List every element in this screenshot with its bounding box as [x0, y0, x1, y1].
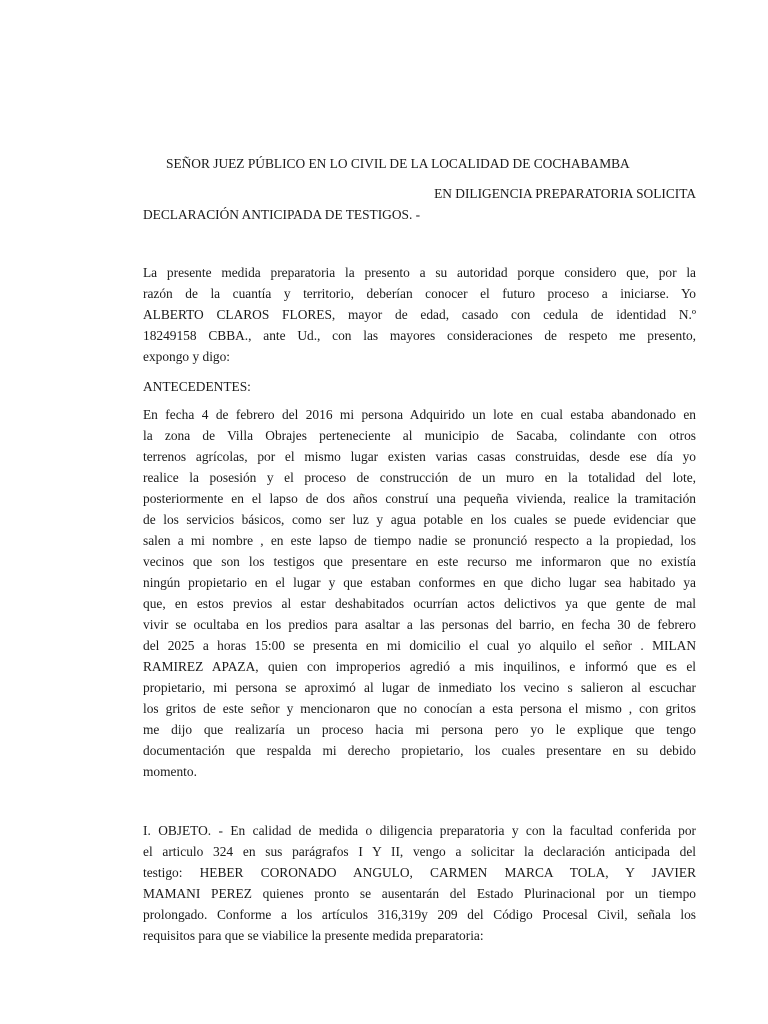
subject-line-2: DECLARACIÓN ANTICIPADA DE TESTIGOS. -: [143, 207, 421, 222]
intro-line: razón de la cuantía y territorio, deberían conocer el futuro proceso a iniciarse. Yo: [143, 286, 696, 301]
antecedentes-line: documentación que respalda mi derecho propietario, los cuales presentare en su debido: [143, 743, 696, 758]
objeto-line: el articulo 324 en sus parágrafos I Y II, vengo a solicitar la declaración anticipada del: [143, 844, 696, 859]
intro-line: 18249158 CBBA., ante Ud., con las mayores consideraciones de respeto me presento,: [143, 328, 696, 343]
antecedentes-line: En fecha 4 de febrero del 2016 mi persona Adquirido un lote en cual estaba abandonado en: [143, 407, 696, 422]
objeto-line: testigo: HEBER CORONADO ANGULO, CARMEN MARCA TOLA, Y JAVIER: [143, 865, 696, 880]
objeto-line: prolongado. Conforme a los artículos 316,319y 209 del Código Procesal Civil, señala los: [143, 907, 696, 922]
subject-line-1: EN DILIGENCIA PREPARATORIA SOLICITA: [434, 186, 696, 201]
antecedentes-line: RAMIREZ APAZA, quien con improperios agredió a mis inquilinos, e informó que es el: [143, 659, 696, 674]
antecedentes-line: la zona de Villa Obrajes perteneciente al municipio de Sacaba, colindante con otros: [143, 428, 696, 443]
antecedentes-line: me dijo que realizaría un proceso hacia mi persona pero yo le explique que tengo: [143, 722, 696, 737]
objeto-line: I. OBJETO. - En calidad de medida o diligencia preparatoria y con la facultad conferida por: [143, 823, 696, 838]
antecedentes-line: terrenos agrícolas, por el mismo lugar existen varias casas construidas, desde ese día yo: [143, 449, 696, 464]
antecedentes-line: vecinos que son los testigos que presentare en este recurso me informaron que no existía: [143, 554, 696, 569]
antecedentes-line: posteriormente en el lapso de dos años construí una pequeña vivienda, realice la tramitación: [143, 491, 696, 506]
antecedentes-line: de los servicios básicos, como ser luz y agua potable en los cuales se puede evidenciar que: [143, 512, 696, 527]
intro-line: ALBERTO CLAROS FLORES, mayor de edad, casado con cedula de identidad N.º: [143, 307, 696, 322]
antecedentes-line: los gritos de este señor y mencionaron que no conocían a esta persona el mismo , con gritos: [143, 701, 696, 716]
antecedentes-line: que, en estos previos al estar deshabitados ocurrían actos delictivos ya que gente de mal: [143, 596, 696, 611]
antecedentes-line: ningún propietario en el lugar y que estaban conformes en que dicho lugar sea habitado ya: [143, 575, 696, 590]
antecedentes-line: realice la posesión y el proceso de construcción de un muro en la totalidad del lote,: [143, 470, 696, 485]
antecedentes-line: vivir se ocultaba en los predios para asaltar a las personas del barrio, en fecha 30 de febrero: [143, 617, 696, 632]
antecedentes-line: momento.: [143, 764, 197, 779]
intro-line: expongo y digo:: [143, 349, 231, 364]
intro-line: La presente medida preparatoria la presento a su autoridad porque considero que, por la: [143, 265, 696, 280]
document-heading: SEÑOR JUEZ PÚBLICO EN LO CIVIL DE LA LOCALIDAD DE COCHABAMBA: [166, 156, 630, 171]
antecedentes-line: salen a mi nombre , en este lapso de tiempo nadie se pronunció respecto a la propiedad, los: [143, 533, 696, 548]
antecedentes-title: ANTECEDENTES:: [143, 379, 251, 394]
objeto-line: MAMANI PEREZ quienes pronto se ausentarán del Estado Plurinacional por un tiempo: [143, 886, 696, 901]
objeto-line: requisitos para que se viabilice la presente medida preparatoria:: [143, 928, 484, 943]
antecedentes-line: propietario, mi persona se aproximó al lugar de inmediato los vecino s salieron al escuchar: [143, 680, 696, 695]
antecedentes-line: del 2025 a horas 15:00 se presenta en mi domicilio el cual yo alquilo el señor . MILAN: [143, 638, 696, 653]
